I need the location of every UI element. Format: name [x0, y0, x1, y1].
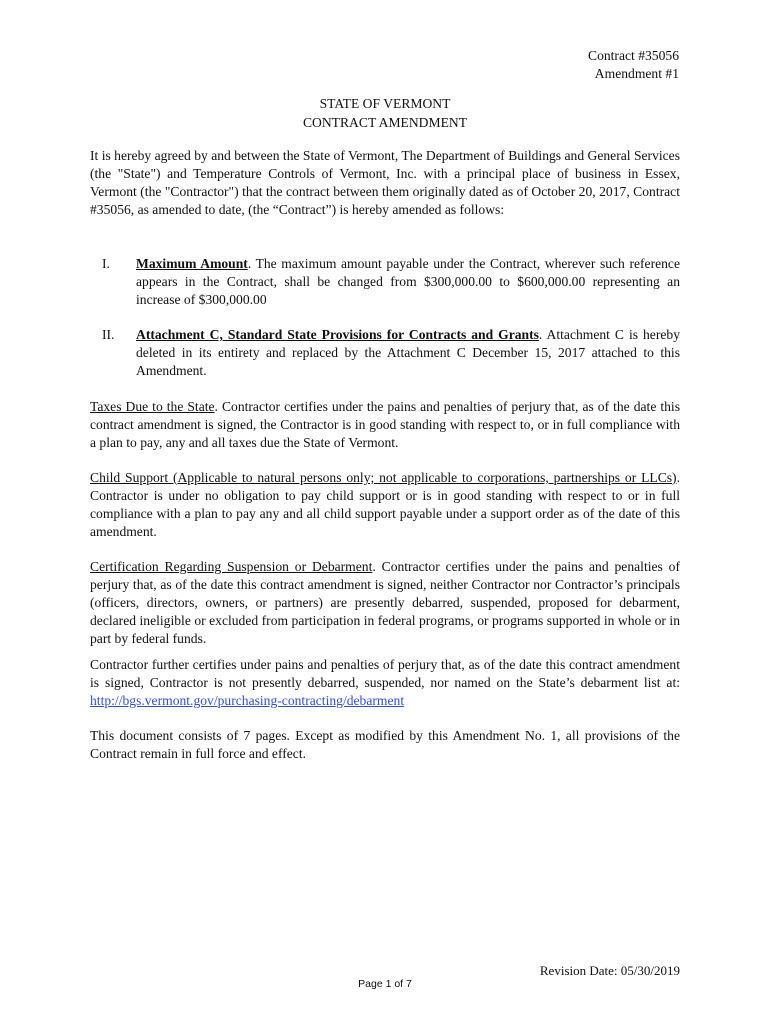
item-heading: Attachment C, Standard State Provisions for Contracts and Grants: [136, 327, 539, 342]
item-text: . The maximum amount payable under the Contract, wherever such reference appears in the Contract, shall be changed from $300,000.00 to $600,000.00 representing an increase of $300,000.00: [136, 256, 680, 307]
taxes-paragraph: [90, 398, 680, 452]
item-heading: Maximum Amount: [136, 256, 248, 271]
title-line-2: CONTRACT AMENDMENT: [302, 115, 467, 130]
intro-paragraph: It is hereby agreed by and between the State of Vermont, The Department of Buildings and General Services (the "State") and Temperature Controls of Vermont, Inc. with a principal place of business in Essex, Vermont (the "Contractor") that the contract between them originally dated as of October 20, 2017, Contract #35056, as amended to date, (the “Contract”) is hereby amended as follows:: [90, 148, 680, 217]
title-line-1: STATE OF VERMONT: [319, 96, 451, 111]
amendment-number: Amendment #1: [594, 66, 679, 81]
item-attachment-c: [90, 326, 680, 380]
child-support-heading: Child Support (Applicable to natural persons only; not applicable to corporations, partnerships or LLCs): [90, 470, 677, 485]
closing-paragraph: This document consists of 7 pages. Except as modified by this Amendment No. 1, all provisions of the Contract remain in full force and effect.: [90, 728, 680, 761]
further-paragraph: [90, 656, 680, 710]
further-text: Contractor further certifies under pains and penalties of perjury that, as of the date this contract amendment is signed, Contractor is not presently debarred, suspended, nor named on the State’s debarment list at:: [90, 657, 680, 690]
item-numeral: I.: [102, 256, 110, 271]
contract-header: [588, 47, 679, 83]
item-numeral: II.: [102, 327, 115, 342]
item-maximum-amount: [90, 255, 680, 309]
debarment-link[interactable]: http://bgs.vermont.gov/purchasing-contracting/debarment: [90, 693, 405, 708]
item-text: . Attachment C is hereby deleted in its entirety and replaced by the Attachment C December 15, 2017 attached to this Amendment.: [136, 327, 680, 378]
child-support-text: . Contractor is under no obligation to pay child support or is in good standing with respect to or in full compliance with a plan to pay any and all child support payable under a support order as of the date of this amendment.: [90, 470, 680, 539]
certification-text: . Contractor certifies under the pains and penalties of perjury that, as of the date this contract amendment is signed, neither Contractor nor Contractor’s principals (officers, directors, owners, or partners) are presently debarred, suspended, proposed for debarment, declared ineligible or excluded from participation in federal programs, or programs supported in whole or in part by federal funds.: [90, 559, 680, 646]
taxes-heading: Taxes Due to the State: [90, 399, 215, 414]
child-support-paragraph: [90, 469, 680, 541]
certification-heading: Certification Regarding Suspension or Debarment: [90, 559, 373, 574]
document-title: [0, 94, 770, 132]
page-number: Page 1 of 7: [358, 978, 412, 990]
contract-number: Contract #35056: [588, 48, 679, 63]
taxes-text: . Contractor certifies under the pains and penalties of perjury that, as of the date this contract amendment is signed, the Contractor is in good standing with respect to, or in full compliance with a plan to pay, any and all taxes due the State of Vermont.: [90, 399, 680, 450]
revision-date: Revision Date: 05/30/2019: [539, 963, 680, 978]
certification-paragraph: [90, 558, 680, 648]
